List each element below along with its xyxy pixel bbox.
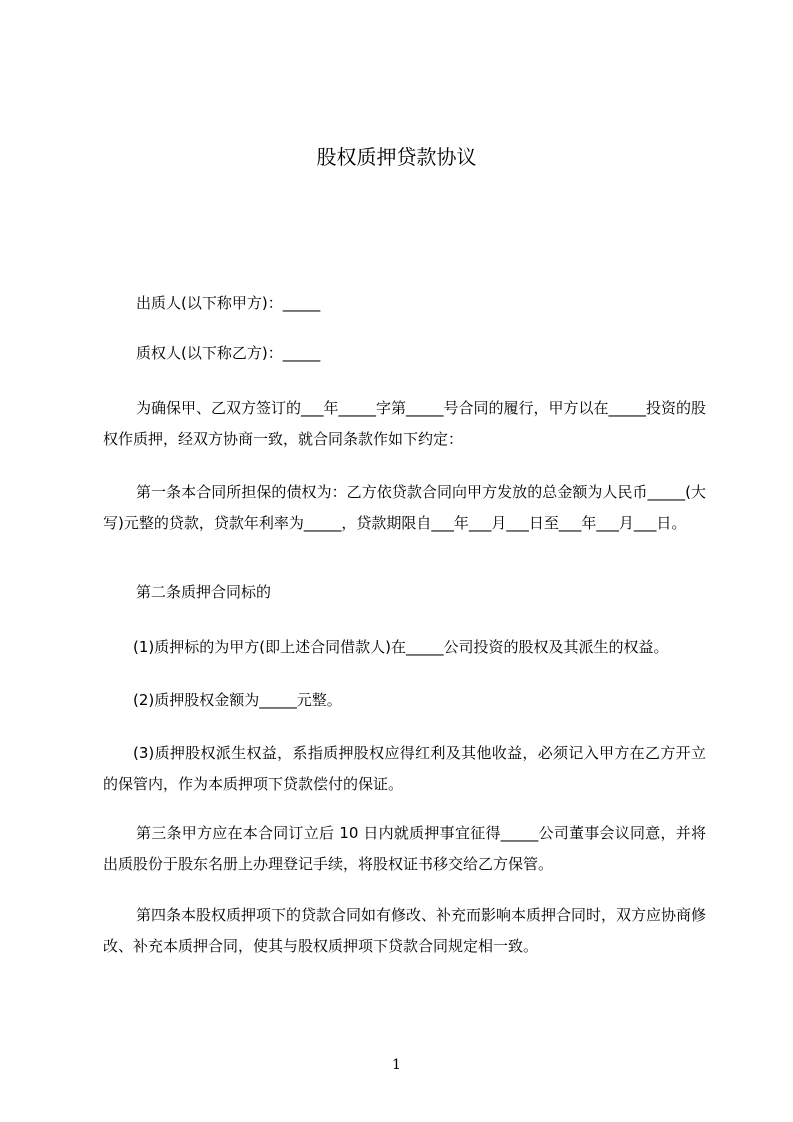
article-2-item-2: (2)质押股权金额为_____元整。 [133, 691, 342, 709]
article-2-item-1: (1)质押标的为甲方(即上述合同借款人)在_____公司投资的股权及其派生的权益。 [133, 638, 669, 656]
document-title: 股权质押贷款协议 [316, 145, 477, 169]
article-2-item-3: (3)质押股权派生权益，系指质押股权应得红利及其他收益，必须记入甲方在乙方开立的保管内，作为本质押项下贷款偿付的保证。 [103, 744, 706, 793]
pledgee-line: 质权人(以下称乙方)：_____ [136, 344, 321, 362]
article-2-heading: 第二条质押合同标的 [136, 583, 272, 601]
article-3-paragraph: 第三条甲方应在本合同订立后 10 日内就质押事宜征得_____公司董事会议同意，并将出质股份于股东名册上办理登记手续，将股权证书移交给乙方保管。 [103, 824, 706, 873]
article-4-paragraph: 第四条本股权质押项下的贷款合同如有修改、补充而影响本质押合同时，双方应协商修改、补充本质押合同，使其与股权质押项下贷款合同规定相一致。 [103, 906, 707, 955]
preamble-paragraph: 为确保甲、乙双方签订的___年_____字第_____号合同的履行，甲方以在_____投资的股权作质押，经双方协商一致，就合同条款作如下约定： [103, 399, 707, 448]
pledgor-line: 出质人(以下称甲方)：_____ [136, 294, 321, 312]
page-number: 1 [392, 1057, 401, 1073]
article-1-paragraph: 第一条本合同所担保的债权为：乙方依贷款合同向甲方发放的总金额为人民币_____(大写)元整的贷款，贷款年利率为_____，贷款期限自___年___月___日至___年___月___日。 [103, 483, 706, 532]
